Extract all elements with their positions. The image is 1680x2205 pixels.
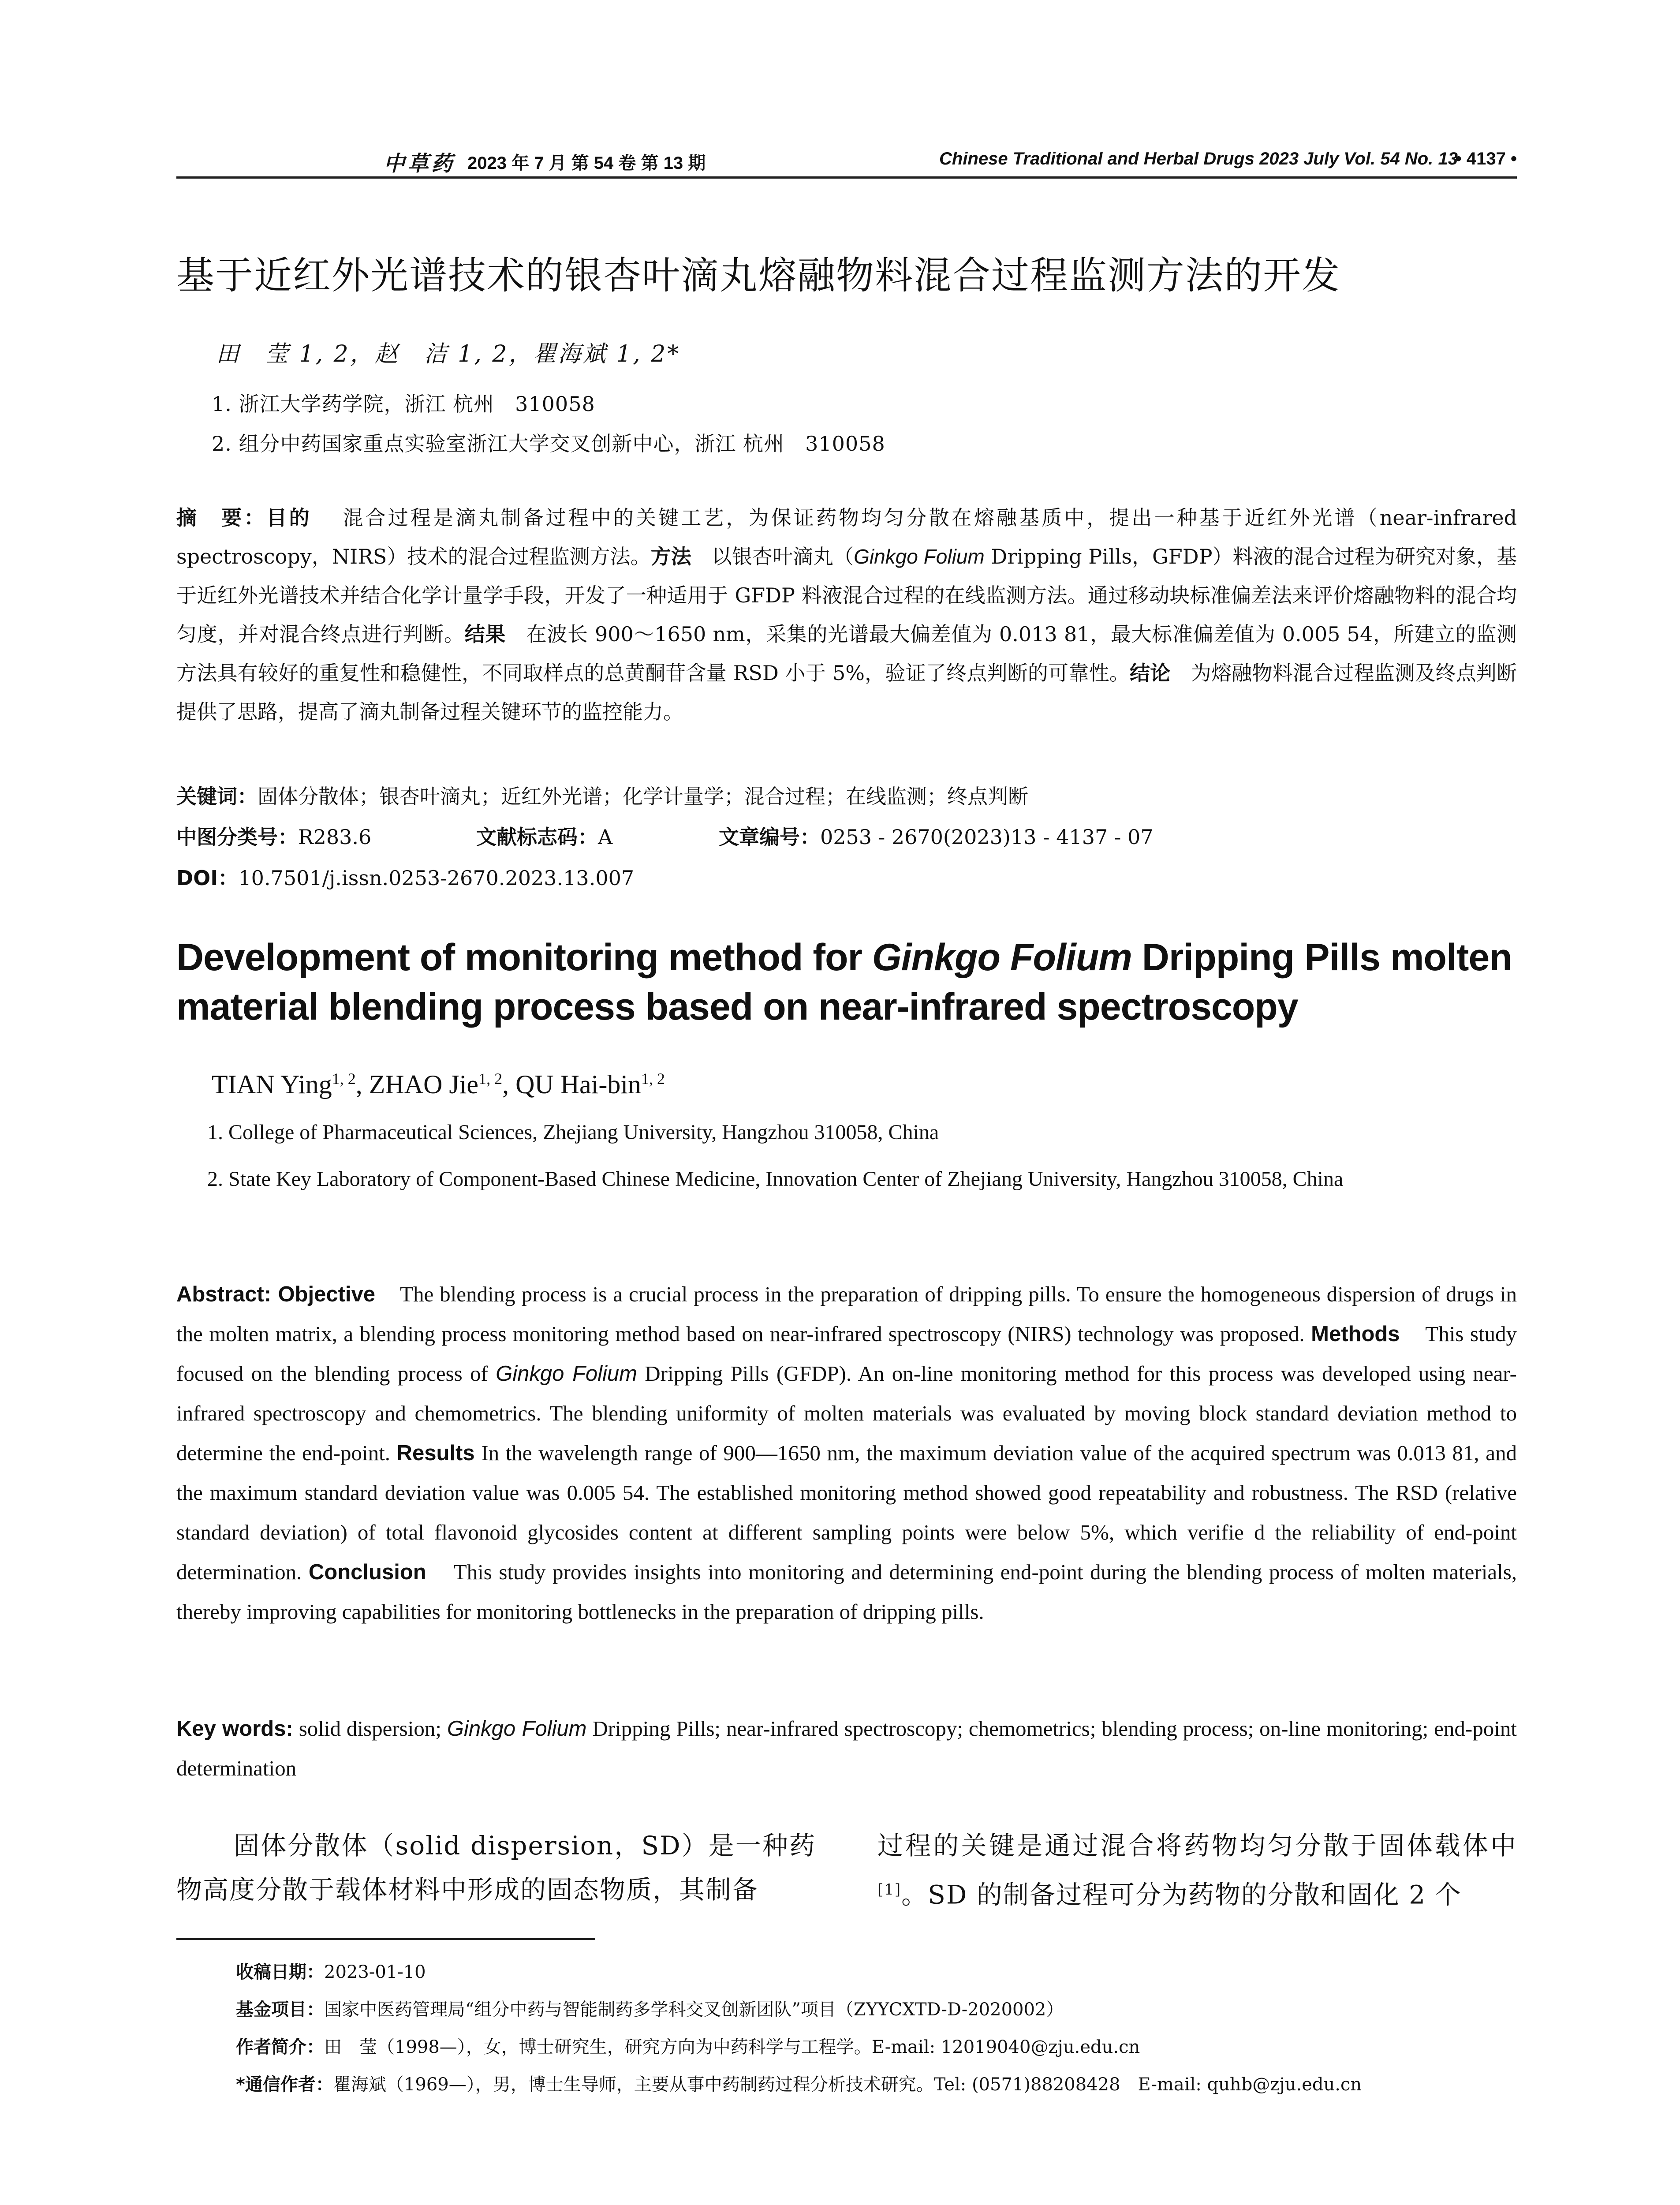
abstract-en-conclusion-label: Conclusion (308, 1560, 426, 1584)
title-en-part2: Dripping Pills molten material blending process based on near-infrared spectroscopy (176, 936, 1512, 1028)
abstract-cn-methods-italic: Ginkgo Folium (854, 545, 985, 568)
author-en-1-aff: 1, 2 (332, 1070, 356, 1088)
clc-value: R283.6 (298, 825, 372, 849)
abstract-en (176, 1274, 1517, 1632)
issue-info-cn: 2023 年 7 月 第 54 卷 第 13 期 (467, 153, 706, 173)
body-text-right: 过程的关键是通过混合将药物均匀分散于固体载体中[1]。SD 的制备过程可分为药物的分散和固化 2 个 (877, 1831, 1517, 1910)
abstract-cn-results: 在波长 900～1650 nm，采集的光谱最大偏差值为 0.013 81，最大标准偏差值为 0.005 54，所建立的监测方法具有较好的重复性和稳健性，不同取样点的总黄酮苷含量 RSD 小于 5%，验证了终点判断的可靠性。 (176, 622, 1517, 685)
author-en-2: ZHAO Jie (369, 1070, 479, 1099)
abstract-cn-conclusion: 为熔融物料混合过程监测及终点判断提供了思路，提高了滴丸制备过程关键环节的监控能力。 (176, 661, 1517, 724)
affiliation-cn-2: 2. 组分中药国家重点实验室浙江大学交叉创新中心，浙江 杭州 310058 (212, 432, 885, 456)
title-cn: 基于近红外光谱技术的银杏叶滴丸熔融物料混合过程监测方法的开发 (176, 254, 1340, 298)
affiliation-en-1: 1. College of Pharmaceutical Sciences, Zhejiang University, Hangzhou 310058, China (207, 1121, 939, 1144)
abstract-en-methods-post: Dripping Pills (GFDP). An on-line monitoring method for this process was developed using near-infrared spectroscopy and chemometrics. The blending uniformity of molten materials was evaluated by moving block standard deviation method to determine the end-point. (176, 1361, 1517, 1465)
article-no-label: 文章编号： (719, 825, 820, 849)
clc-label: 中图分类号： (176, 825, 298, 849)
abstract-en-methods-italic: Ginkgo Folium (496, 1362, 638, 1386)
affiliation-cn-1: 1. 浙江大学药学院，浙江 杭州 310058 (212, 392, 595, 416)
abstract-cn-methods-post: Dripping Pills，GFDP）料液的混合过程为研究对象，基于近红外光谱技术并结合化学计量学手段，开发了一种适用于 GFDP 料液混合过程的在线监测方法。通过移动块标准偏差法来评价熔融物料的混合均匀度，并对混合终点进行判断。 (176, 545, 1517, 646)
author-en-1: TIAN Ying (212, 1070, 332, 1099)
page-number: • 4137 • (1455, 149, 1517, 168)
abstract-cn-objective: 混合过程是滴丸制备过程中的关键工艺，为保证药物均匀分散在熔融基质中，提出一种基于近红外光谱（near-infrared spectroscopy，NIRS）技术的混合过程监测方法。 (176, 506, 1517, 568)
keywords-cn-text: 固体分散体；银杏叶滴丸；近红外光谱；化学计量学；混合过程；在线监测；终点判断 (258, 785, 1028, 808)
author-en-3-aff: 1, 2 (641, 1070, 665, 1088)
abstract-cn-objective-label: 目的 (266, 506, 312, 530)
classification-line (176, 821, 371, 850)
issue-info-en: Chinese Traditional and Herbal Drugs 2023 July Vol. 54 No. 13 (939, 149, 1458, 168)
body-text-left: 固体分散体（solid dispersion，SD）是一种药物高度分散于载体材料中形成的固态物质，其制备 (176, 1831, 816, 1905)
abstract-en-results: In the wavelength range of 900—1650 nm, the maximum deviation value of the acquired spectrum was 0.013 81, and the maximum standard deviation value was 0.005 54. The established monitoring method showed good repeatability and robustness. The RSD (relative standard deviation) of total flavonoid glycosides content at different sampling points were below 5%, which verifie d the reliability of end-point determination. (176, 1441, 1517, 1584)
keywords-en-label: Key words: (176, 1717, 293, 1741)
authors-cn: 田 莹 1, 2，赵 洁 1, 2，瞿海斌 1, 2* (216, 341, 681, 367)
authors-en: TIAN Ying$^{1, 2}$, ZHAO Jie$^{1, 2}$, QU Hai-bin$^{1, 2}$ (212, 1070, 665, 1099)
abstract-en-objective: The blending process is a crucial process in the preparation of dripping pills. To ensure the homogeneous dispersion of drugs in the molten matrix, a blending process monitoring method based on near-infrared spectroscopy (NIRS) technology was proposed. (176, 1282, 1517, 1346)
journal-logo: 中草药 (384, 151, 455, 176)
abstract-en-methods-label: Methods (1311, 1322, 1400, 1346)
title-en (176, 933, 1517, 1031)
affiliation-en-2: 2. State Key Laboratory of Component-Based Chinese Medicine, Innovation Center of Zhejiang University, Hangzhou 310058, China (207, 1167, 1344, 1191)
abstract-cn-methods-label: 方法 (650, 545, 691, 568)
doc-code-value: A (598, 825, 613, 849)
abstract-en-methods-pre: This study focused on the blending process of (176, 1322, 1517, 1386)
title-en-part1: Development of monitoring method for (176, 936, 872, 979)
footnote-funding: 基金项目：国家中医药管理局“组分中药与智能制药多学科交叉创新团队”项目（ZYYCXTD-D-2020002） (236, 1999, 1064, 2020)
keywords-cn (176, 781, 1028, 810)
footnote-divider (176, 1938, 595, 1940)
abstract-cn-label: 摘 要： (176, 506, 267, 530)
abstract-cn (176, 498, 1517, 731)
author-en-3: QU Hai-bin (515, 1070, 642, 1099)
keywords-en: Key words: solid dispersion; Ginkgo Folium Dripping Pills; near-infrared spectroscopy; chemometrics; blending process; on-line monitoring; end-point determination (176, 1716, 1517, 1780)
footnote-received: 收稿日期：2023-01-10 (236, 1962, 426, 1982)
abstract-cn-conclusion-label: 结论 (1130, 661, 1171, 685)
article-no-value: 0253 - 2670(2023)13 - 4137 - 07 (820, 825, 1154, 849)
title-en-italic: Ginkgo Folium (872, 936, 1132, 979)
citation-ref: [1] (877, 1881, 902, 1899)
keywords-cn-label: 关键词： (176, 785, 258, 808)
abstract-en-conclusion: This study provides insights into monitoring and determining end-point during the blending process of molten materials, thereby improving capabilities for monitoring bottlenecks in the preparation of dripping pills. (176, 1560, 1517, 1624)
doc-code (476, 821, 612, 850)
doi-label: DOI： (176, 866, 239, 890)
author-en-2-aff: 1, 2 (478, 1070, 503, 1088)
footnote-corresponding: *通信作者：瞿海斌（1969—），男，博士生导师，主要从事中药制药过程分析技术研究。Tel: (0571)88208428 E-mail: quhb@zju.edu.cn (236, 2074, 1362, 2095)
doc-code-label: 文献标志码： (476, 825, 598, 849)
abstract-en-label: Abstract: Objective (176, 1282, 376, 1306)
abstract-en-results-label: Results (396, 1441, 475, 1465)
footnote-author-bio: 作者简介：田 莹（1998—），女，博士研究生，研究方向为中药科学与工程学。E-mail: 12019040@zju.edu.cn (236, 2037, 1140, 2057)
article-number (719, 821, 1154, 850)
running-header (176, 146, 1517, 179)
keywords-en-italic: Ginkgo Folium (447, 1717, 587, 1741)
doi-line (176, 862, 634, 891)
abstract-cn-results-label: 结果 (464, 622, 506, 646)
doi-value: 10.7501/j.issn.0253-2670.2023.13.007 (238, 866, 635, 890)
abstract-cn-methods-pre: 以银杏叶滴丸（ (711, 545, 854, 568)
